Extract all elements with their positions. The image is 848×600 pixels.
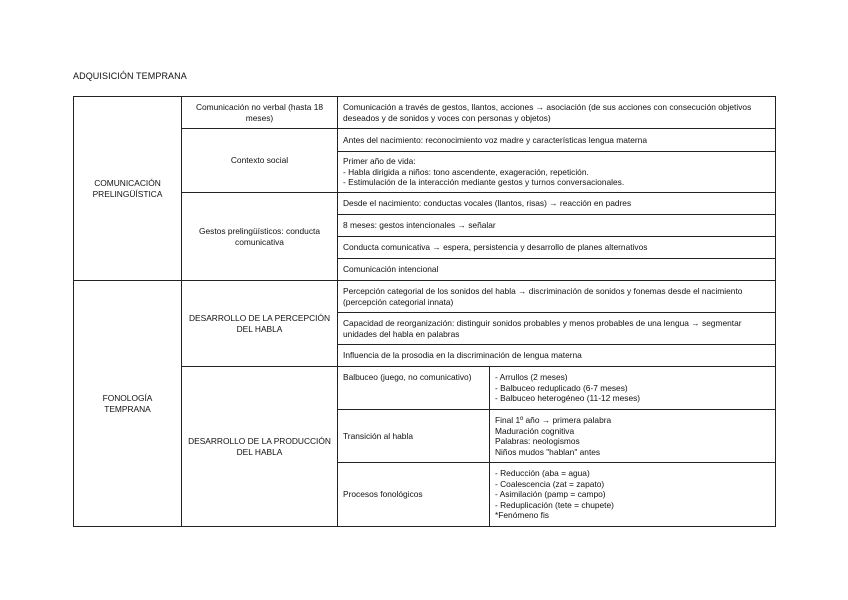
section-label: COMUNICACIÓN PRELINGÜÍSTICA bbox=[74, 97, 182, 281]
subitem-label: Balbuceo (juego, no comunicativo) bbox=[338, 367, 490, 410]
group-label: DESARROLLO DE LA PERCEPCIÓN DEL HABLA bbox=[182, 281, 338, 367]
document-title: ADQUISICIÓN TEMPRANA bbox=[73, 71, 187, 81]
item-cell: Comunicación a través de gestos, llantos, acciones → asociación (de sus acciones con consecución objetivos deseados y de sonidos y voces con personas y objetos) bbox=[338, 97, 776, 129]
item-cell: Primer año de vida: - Habla dirigida a niños: tono ascendente, exageración, repetición. - Estimulación de la interacción mediante gestos y turnos conversacionales. bbox=[338, 152, 776, 193]
item-cell: Percepción categorial de los sonidos del habla → discriminación de sonidos y fonemas desde el nacimiento (percepción categorial innata) bbox=[338, 281, 776, 313]
item-cell: Conducta comunicativa → espera, persistencia y desarrollo de planes alternativos bbox=[338, 237, 776, 259]
group-label: DESARROLLO DE LA PRODUCCIÓN DEL HABLA bbox=[182, 367, 338, 527]
item-cell: Capacidad de reorganización: distinguir sonidos probables y menos probables de una lengua → segmentar unidades del habla en palabras bbox=[338, 313, 776, 345]
table-row bbox=[74, 281, 776, 313]
subitem-label: Transición al habla bbox=[338, 410, 490, 463]
item-cell: Influencia de la prosodia en la discriminación de lengua materna bbox=[338, 345, 776, 367]
table-row bbox=[74, 97, 776, 129]
item-cell: Antes del nacimiento: reconocimiento voz madre y características lengua materna bbox=[338, 129, 776, 152]
section-label: FONOLOGÍA TEMPRANA bbox=[74, 281, 182, 527]
subitem-detail: - Arrullos (2 meses) - Balbuceo reduplicado (6-7 meses) - Balbuceo heterogéneo (11-12 meses) bbox=[490, 367, 776, 410]
subitem-detail: Final 1º año → primera palabra Maduración cognitiva Palabras: neologismos Niños mudos "hablan" antes bbox=[490, 410, 776, 463]
summary-table bbox=[73, 96, 776, 527]
subitem-detail: - Reducción (aba = agua) - Coalescencia (zat = zapato) - Asimilación (pamp = campo) - Reduplicación (tete = chupete) *Fenómeno fis bbox=[490, 463, 776, 527]
item-cell: Desde el nacimiento: conductas vocales (llantos, risas) → reacción en padres bbox=[338, 193, 776, 215]
item-cell: 8 meses: gestos intencionales → señalar bbox=[338, 215, 776, 237]
group-label: Contexto social bbox=[182, 129, 338, 193]
group-label: Gestos prelingüísticos: conducta comunicativa bbox=[182, 193, 338, 281]
subitem-label: Procesos fonológicos bbox=[338, 463, 490, 527]
item-cell: Comunicación intencional bbox=[338, 259, 776, 281]
group-label: Comunicación no verbal (hasta 18 meses) bbox=[182, 97, 338, 129]
